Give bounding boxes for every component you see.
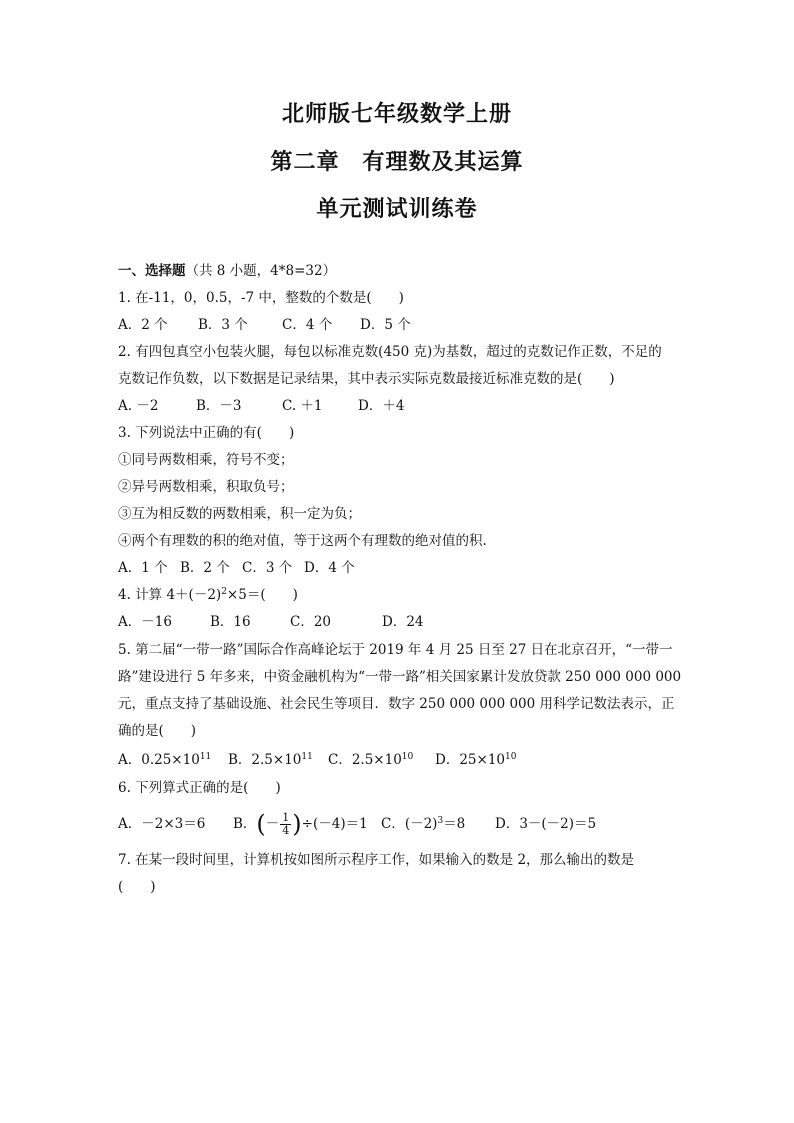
option-d: D．＋4 — [358, 398, 405, 414]
option-a: A．2 个 — [118, 317, 168, 333]
section-label: 一、选择题 — [118, 263, 186, 279]
option-b: B．3 个 — [198, 317, 248, 333]
question-2-options — [118, 397, 688, 415]
test-title: 单元测试训练卷 — [316, 196, 478, 222]
exponent: 10 — [505, 752, 517, 762]
option-a: A．1 个 — [118, 560, 168, 576]
exponent: 11 — [301, 752, 313, 762]
option-b — [228, 751, 328, 769]
question-4-stem-end: ×5＝( ) — [226, 587, 298, 603]
section-heading — [118, 262, 688, 280]
option-d-base: D．25×10 — [435, 752, 505, 768]
option-b — [233, 812, 381, 837]
chapter-title: 第二章 有理数及其运算 — [270, 149, 524, 175]
fraction-sign: － — [265, 816, 280, 832]
question-2-stem-line2: 克数记作负数，以下数据是记录结果，其中表示实际克数最接近标准克数的是( ) — [118, 371, 615, 387]
document-title: 北师版七年级数学上册 — [281, 101, 512, 127]
option-a: A．－2×3＝6 — [118, 816, 206, 832]
question-3-stem: 3. 下列说法中正确的有( ) — [118, 425, 295, 441]
question-4-stem — [118, 586, 688, 604]
question-7-stem-line2: ( ) — [118, 879, 156, 895]
option-b: B．16 — [210, 614, 251, 630]
option-c-base: C．2.5×10 — [328, 752, 402, 768]
option-d: D．24 — [382, 614, 424, 630]
question-4-options — [118, 613, 688, 631]
option-b-base: B．2.5×10 — [228, 752, 302, 768]
question-1-options — [118, 316, 688, 334]
question-3-options — [118, 559, 688, 577]
fraction-denominator: 4 — [282, 823, 290, 837]
exponent: 10 — [401, 752, 414, 762]
option-c-end: ＝8 — [443, 816, 466, 832]
option-a: A．－16 — [118, 614, 172, 630]
question-3-statement-2: ②异号两数相乘，积取负号； — [118, 479, 294, 495]
question-5-stem-line4: 确的是( ) — [118, 723, 197, 739]
option-d: D．3－(－2)＝5 — [495, 816, 597, 832]
fraction-numerator: 1 — [282, 810, 290, 824]
option-c — [381, 815, 495, 833]
question-7-stem-line1: 7. 在某一段时间里，计算机按如图所示程序工作，如果输入的数是 2，那么输出的数是 — [118, 852, 635, 868]
question-5-options — [118, 751, 688, 769]
section-note: （共 8 小题，4*8=32） — [185, 263, 337, 279]
question-3-statement-4: ④两个有理数的积的绝对值，等于这两个有理数的绝对值的积. — [118, 533, 487, 549]
option-b-label: B． — [233, 816, 257, 832]
option-c: C．4 个 — [282, 317, 333, 333]
option-c: C．3 个 — [242, 560, 293, 576]
option-c: C. ＋1 — [282, 398, 323, 414]
question-6-options — [118, 806, 688, 842]
option-c-start: C．(－2) — [381, 816, 438, 832]
question-3-statement-3: ③互为相反数的两数相乘，积一定为负； — [118, 506, 361, 522]
option-b-rest: ÷(－4)＝1 — [301, 816, 368, 832]
option-a-base: A．0.25×10 — [118, 752, 200, 768]
exponent: 3 — [437, 816, 444, 826]
fraction-expression: ( － $\frac{1}{4}$ ) — [256, 810, 302, 838]
question-5-stem-line3: 元，重点支持了基础设施、社会民生等项目．数字 250 000 000 000 用科学记数法表示，正 — [118, 696, 675, 712]
option-a — [118, 751, 228, 769]
question-3-statement-1: ①同号两数相乘，符号不变； — [118, 452, 294, 468]
option-c: C．20 — [290, 614, 332, 630]
option-c — [328, 751, 435, 769]
exponent: 11 — [199, 752, 212, 762]
option-d: D．4 个 — [304, 560, 355, 576]
question-4-stem-start: 4. 计算 4＋(－2) — [118, 587, 222, 603]
question-5-stem-line2: 路”建设进行 5 年多来，中资金融机构为“一带一路”相关国家累计发放贷款 250 000 000 000 — [118, 669, 682, 685]
question-1-stem: 1. 在-11，0，0.5，-7 中，整数的个数是( ) — [118, 290, 404, 306]
option-d — [435, 751, 516, 769]
option-b: B．－3 — [196, 398, 242, 414]
option-d: D．5 个 — [360, 317, 411, 333]
fraction — [280, 812, 291, 837]
option-b: B．2 个 — [180, 560, 230, 576]
question-2-stem-line1: 2. 有四包真空小包装火腿，每包以标准克数(450 克)为基数，超过的克数记作正数，不足的 — [118, 344, 662, 360]
question-5-stem-line1: 5. 第二届“一带一路”国际合作高峰论坛于 2019 年 4 月 25 日至 27 日在北京召开，“一带一 — [118, 642, 673, 658]
option-a: A. －2 — [118, 398, 159, 414]
exponent: 2 — [221, 587, 227, 597]
question-6-stem: 6. 下列算式正确的是( ) — [118, 780, 281, 796]
